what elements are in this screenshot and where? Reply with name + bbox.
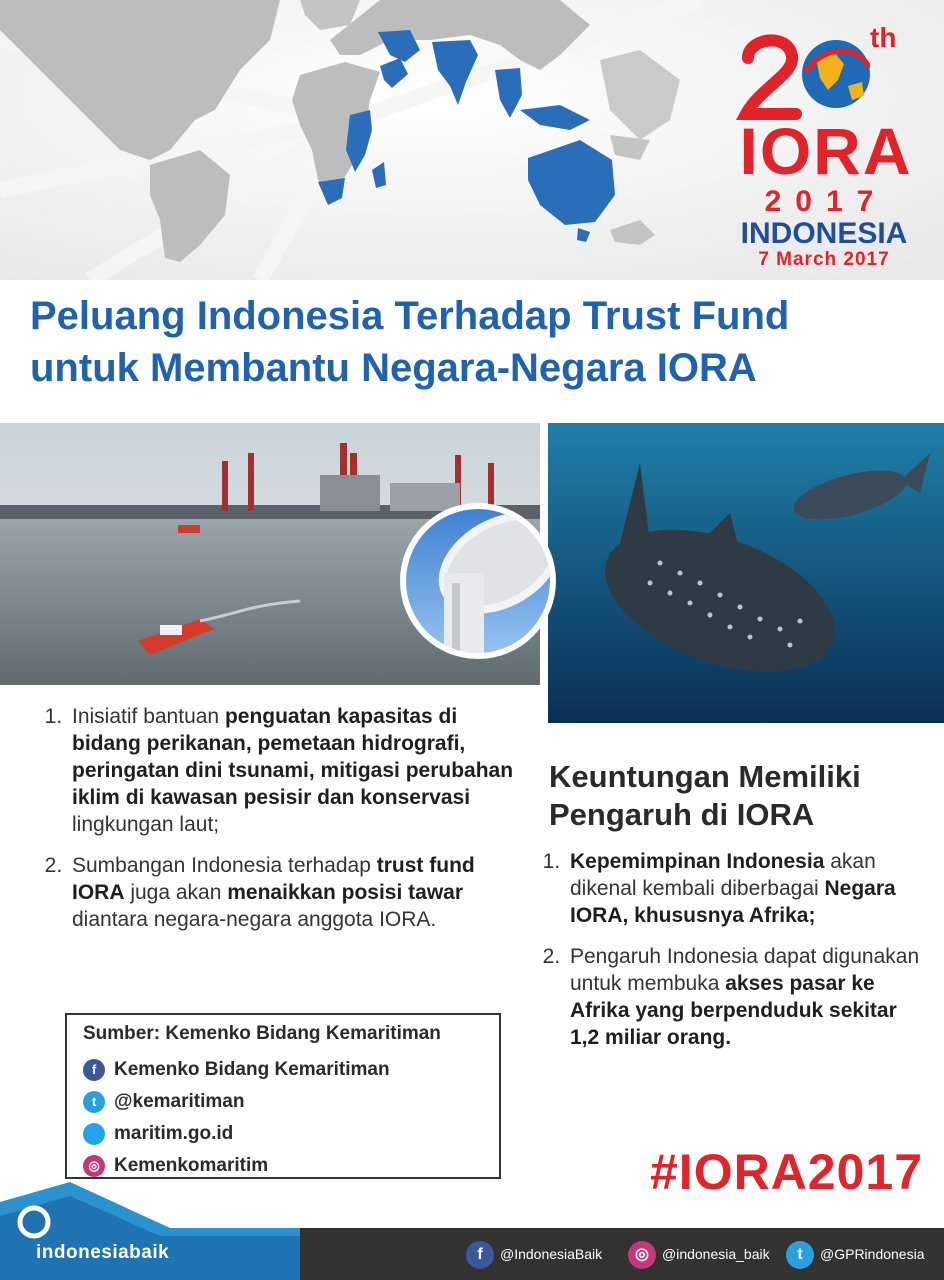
benefits-list-item-text: Pengaruh Indonesia dapat digunakan untuk membuka <box>570 945 920 995</box>
benefits-list-item-text: akses pasar ke Afrika yang berpenduduk sekitar 1,2 miliar orang. <box>570 972 897 1049</box>
source-website-label: maritim.go.id <box>114 1123 234 1144</box>
twitter-icon: t <box>83 1091 105 1113</box>
title-line-2: untuk Membantu Negara-Negara IORA <box>30 346 757 390</box>
iora-20th-logo <box>724 20 924 280</box>
benefits-list <box>540 848 920 1065</box>
trust-fund-list-item-text: Sumbangan Indonesia terhadap <box>72 854 377 877</box>
twitter-icon: t <box>786 1241 814 1269</box>
logo-name: IORA <box>739 114 913 188</box>
page-title <box>30 290 910 394</box>
logo-ordinal-suffix: th <box>870 22 897 53</box>
footer-facebook-label: @IndonesiaBaik <box>500 1246 603 1262</box>
benefits-heading-line-2: Pengaruh di IORA <box>549 797 815 832</box>
logo-year: 2017 <box>764 185 888 218</box>
benefits-list-item <box>566 943 920 1051</box>
logo-country: INDONESIA <box>740 217 908 250</box>
source-website[interactable] <box>83 1121 233 1147</box>
hashtag: #IORA2017 <box>650 1144 924 1200</box>
whale-shark-photo <box>548 423 944 723</box>
source-twitter[interactable] <box>83 1089 244 1115</box>
benefits-heading-line-1: Keuntungan Memiliki <box>549 759 861 794</box>
facebook-icon: f <box>466 1241 494 1269</box>
footer-twitter[interactable] <box>786 1240 925 1268</box>
trust-fund-list-item-text: juga akan <box>124 881 228 904</box>
trust-fund-list-item-text: Inisiatif bantuan <box>72 705 225 728</box>
benefits-list-item-text: akan dikenal kembali diberbagai <box>570 850 876 900</box>
instagram-icon: ◎ <box>628 1241 656 1269</box>
globe-icon <box>730 28 870 124</box>
source-instagram-label: Kemenkomaritim <box>114 1155 269 1176</box>
facebook-icon: f <box>83 1059 105 1081</box>
title-line-1: Peluang Indonesia Terhadap Trust Fund <box>30 294 790 338</box>
source-facebook[interactable] <box>83 1057 390 1083</box>
globe-icon <box>83 1123 105 1145</box>
trust-fund-list-item <box>68 852 522 933</box>
logo-date: 7 March 2017 <box>758 249 890 270</box>
trust-fund-list <box>42 703 522 947</box>
source-title: Sumber: Kemenko Bidang Kemaritiman <box>83 1023 441 1044</box>
footer-instagram[interactable] <box>628 1240 770 1268</box>
benefits-list-item-text: Negara IORA, khususnya Afrika; <box>570 877 896 927</box>
instagram-icon: ◎ <box>83 1155 105 1177</box>
trust-fund-list-item-text: diantara negara-negara anggota IORA. <box>72 908 437 931</box>
photo-collage <box>0 423 944 723</box>
trust-fund-list-item-text: lingkungan laut; <box>72 813 220 836</box>
source-facebook-label: Kemenko Bidang Kemaritiman <box>114 1059 390 1080</box>
footer-facebook[interactable] <box>466 1240 602 1268</box>
source-box <box>65 1013 501 1179</box>
brand-name: indonesiabaik <box>36 1242 170 1263</box>
benefits-heading <box>549 758 909 834</box>
trust-fund-list-item-text: penguatan kapasitas di bidang perikanan, pemetaan hidrografi, peringatan dini tsunami, mitigasi perubahan iklim di kawasan pesisir dan konservasi <box>72 705 514 809</box>
trust-fund-list-item <box>68 703 522 838</box>
benefits-list-item-text: Kepemimpinan Indonesia <box>570 850 825 873</box>
trust-fund-list-item-text: menaikkan posisi tawar <box>227 881 464 904</box>
benefits-list-item <box>566 848 920 929</box>
benefits-ordered-list <box>540 848 920 1051</box>
footer-instagram-label: @indonesia_baik <box>662 1246 770 1262</box>
trust-fund-list-item-text: trust fund IORA <box>72 854 475 904</box>
trust-fund-ordered-list <box>42 703 522 933</box>
source-twitter-label: @kemaritiman <box>114 1091 245 1112</box>
footer-twitter-label: @GPRindonesia <box>820 1246 925 1262</box>
